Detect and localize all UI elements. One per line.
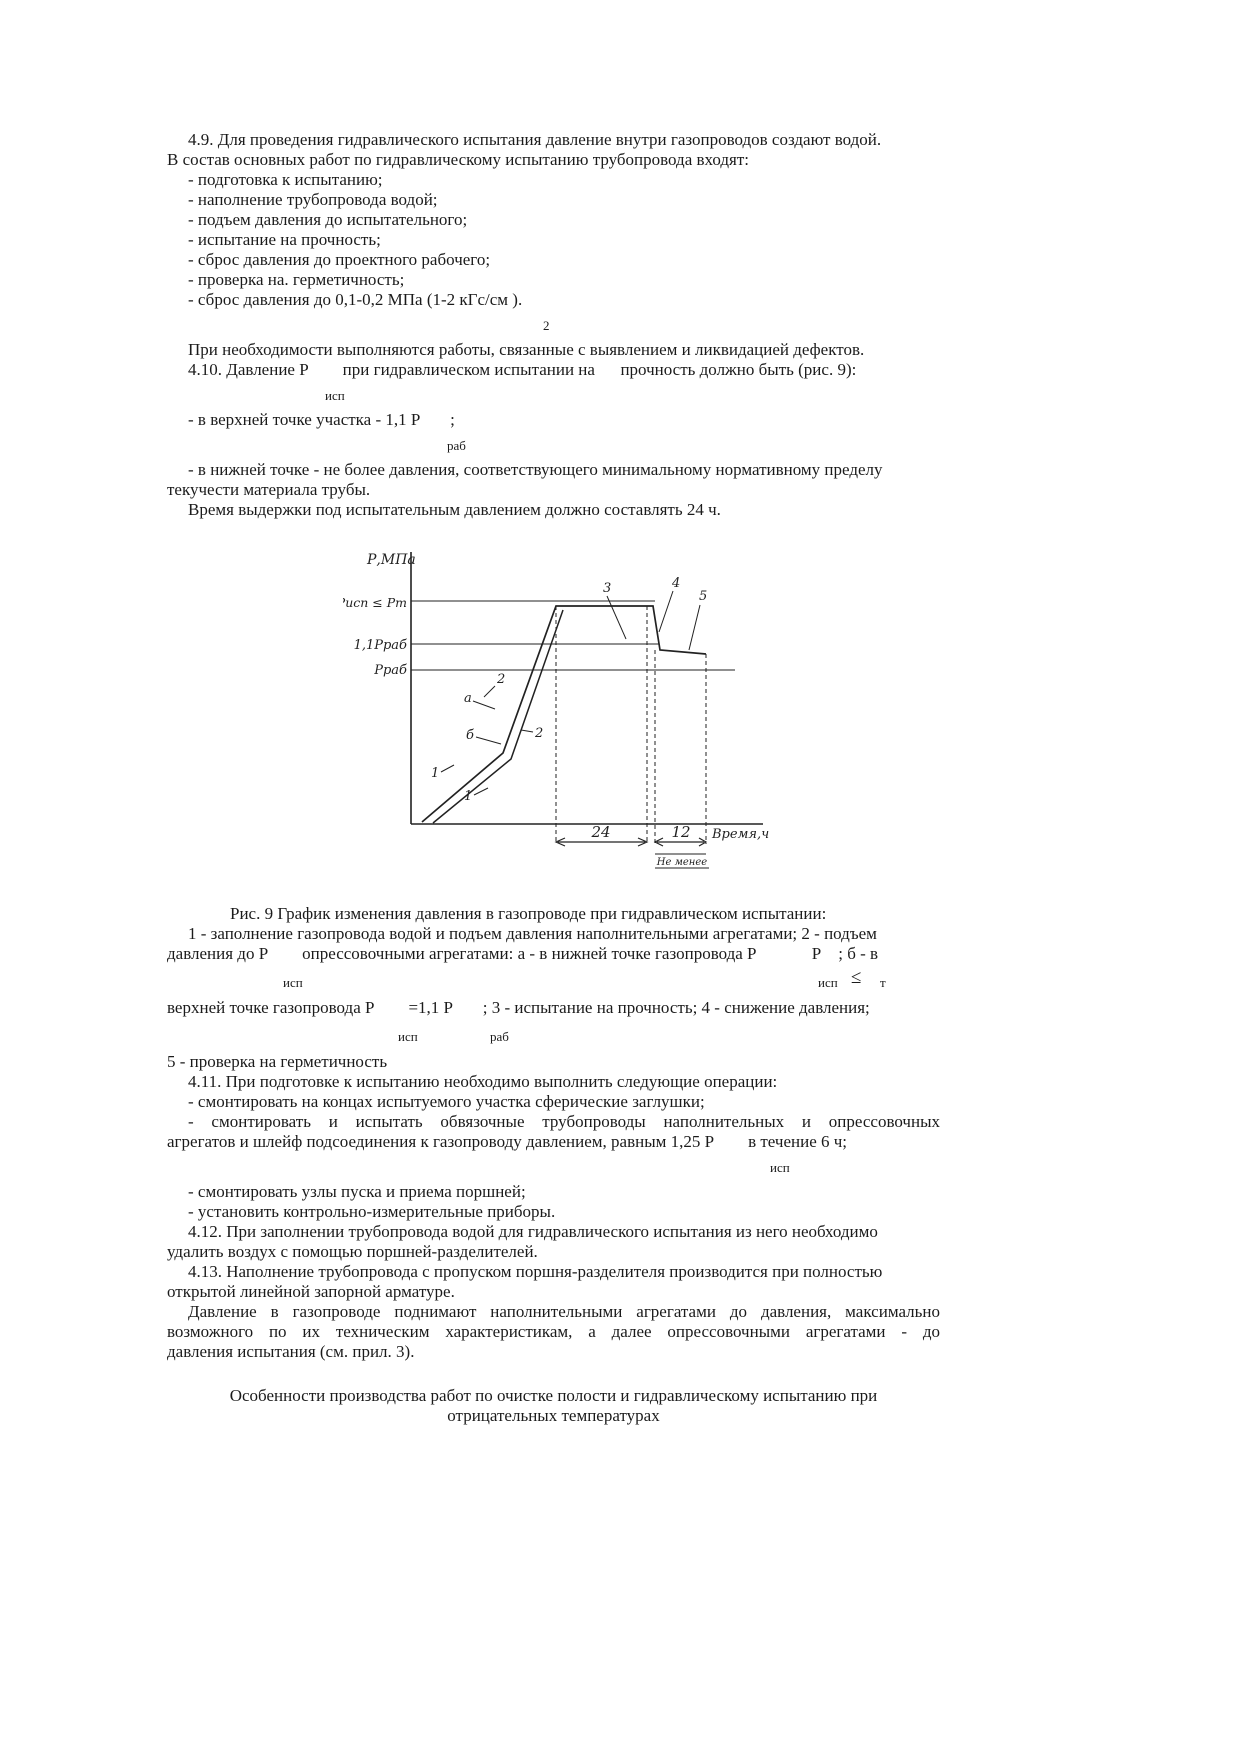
text-line: 4.12. При заполнении трубопровода водой для гидравлического испытания из него необходимо xyxy=(188,1222,878,1241)
curve-label-2a: 2 xyxy=(497,672,506,687)
text-line: возможного по их техническим характеристикам, а далее опрессовочными агрегатами - до xyxy=(167,1322,940,1341)
list-item: - подготовка к испытанию; xyxy=(188,170,383,189)
section-heading xyxy=(167,1386,940,1426)
pressure-time-chart xyxy=(343,546,775,881)
curve-label-2b: 2 xyxy=(535,726,544,741)
section-heading-line: Особенности производства работ по очистке полости и гидравлическому испытанию при xyxy=(229,1386,878,1405)
dim-label-24: 24 xyxy=(591,823,611,841)
list-item: - смонтировать на концах испытуемого участка сферические заглушки; xyxy=(188,1092,705,1111)
subscript-isp: исп xyxy=(818,975,838,990)
list-item: - смонтировать узлы пуска и приема поршней; xyxy=(188,1182,526,1201)
subscript-t: т xyxy=(880,975,886,990)
level-label-11rab: 1,1Рраб xyxy=(353,638,407,653)
leader-2a xyxy=(484,686,495,697)
list-item: - смонтировать и испытать обвязочные трубопроводы наполнительных и опрессовочных xyxy=(188,1112,940,1131)
curve-label-b: б xyxy=(466,728,474,743)
text-line: 1 - заполнение газопровода водой и подъем давления наполнительными агрегатами; 2 - подъем xyxy=(188,924,877,943)
text-line: давления до Р опрессовочными агрегатами: а - в нижней точке газопровода Р Р ; б - в xyxy=(167,944,879,963)
text-line: давления испытания (см. прил. 3). xyxy=(167,1342,415,1361)
curve-label-5: 5 xyxy=(699,589,708,604)
list-item: - установить контрольно-измерительные приборы. xyxy=(188,1202,556,1221)
less-equal-symbol: ≤ xyxy=(851,967,862,988)
text-line: - в верхней точке участка - 1,1 Р ; xyxy=(188,410,455,429)
subscript-isp: исп xyxy=(398,1029,418,1044)
leader-a xyxy=(473,701,495,709)
text-line: В состав основных работ по гидравлическому испытанию трубопровода входят: xyxy=(167,150,750,169)
text-line: 5 - проверка на герметичность xyxy=(167,1052,388,1071)
subscript-line: исп xyxy=(770,1160,790,1175)
text-line: верхней точке газопровода Р =1,1 Р ; 3 - испытание на прочность; 4 - снижение давления; xyxy=(167,998,870,1017)
curve-label-3: 3 xyxy=(603,581,612,596)
note-ne-menee: Не менее xyxy=(656,857,708,868)
curve-label-4: 4 xyxy=(672,576,681,591)
figure-caption-line: Рис. 9 График изменения давления в газопроводе при гидравлическом испытании: xyxy=(230,904,827,923)
figure-pressure-graph xyxy=(343,546,775,886)
leader-4 xyxy=(659,591,673,632)
text-line: текучести материала трубы. xyxy=(167,480,371,499)
level-label-test: Рисп ≤ Рт xyxy=(343,595,407,610)
subscript-row xyxy=(167,967,940,991)
leader-1b xyxy=(474,788,488,795)
text-line: удалить воздух с помощью поршней-разделителей. xyxy=(167,1242,538,1261)
list-item: - сброс давления до проектного рабочего; xyxy=(188,250,491,269)
list-item: - сброс давления до 0,1-0,2 МПа (1-2 кГс/см ). xyxy=(188,290,523,309)
text-line: При необходимости выполняются работы, связанные с выявлением и ликвидацией дефектов. xyxy=(188,340,865,359)
superscript-orphan: 2 xyxy=(543,318,550,333)
level-label-rab: Рраб xyxy=(374,663,407,678)
section-heading-line: отрицательных температурах xyxy=(447,1406,660,1425)
dim-label-12: 12 xyxy=(671,823,691,841)
text-line: агрегатов и шлейф подсоединения к газопроводу давлением, равным 1,25 Р в течение 6 ч; xyxy=(167,1132,848,1151)
y-axis-label: Р,МПа xyxy=(367,552,416,568)
text-line: 4.10. Давление Р при гидравлическом испытании на прочность должно быть (рис. 9): xyxy=(188,360,857,379)
subscript-row xyxy=(167,1027,940,1045)
text-line: 4.9. Для проведения гидравлического испытания давление внутри газопроводов создают водой. xyxy=(188,130,882,149)
leader-1a xyxy=(441,765,454,772)
list-item: - испытание на прочность; xyxy=(188,230,381,249)
x-axis-label: Время,ч xyxy=(712,827,770,842)
text-line: 4.13. Наполнение трубопровода с пропуском поршня-разделителя производится при полностью xyxy=(188,1262,883,1281)
subscript-line: раб xyxy=(447,438,466,453)
curve-label-a: а xyxy=(464,691,472,706)
list-item: - подъем давления до испытательного; xyxy=(188,210,468,229)
leader-3 xyxy=(607,596,626,639)
text-line: Время выдержки под испытательным давлением должно составлять 24 ч. xyxy=(188,500,721,519)
text-line: открытой линейной запорной арматуре. xyxy=(167,1282,455,1301)
subscript-line: исп xyxy=(325,388,345,403)
leader-b xyxy=(476,737,501,744)
text-line: Давление в газопроводе поднимают наполнительными агрегатами до давления, максимально xyxy=(188,1302,940,1321)
text-line: 4.11. При подготовке к испытанию необходимо выполнить следующие операции: xyxy=(188,1072,778,1091)
list-item: - наполнение трубопровода водой; xyxy=(188,190,438,209)
subscript-isp: исп xyxy=(283,975,303,990)
curve-label-1b: 1 xyxy=(464,789,473,804)
leader-2b xyxy=(521,730,533,732)
curve-label-1a: 1 xyxy=(431,766,440,781)
leader-5 xyxy=(689,605,700,650)
text-line: - в нижней точке - не более давления, соответствующего минимальному нормативному пределу xyxy=(188,460,883,479)
list-item: - проверка на. герметичность; xyxy=(188,270,405,289)
subscript-rab: раб xyxy=(490,1029,509,1044)
